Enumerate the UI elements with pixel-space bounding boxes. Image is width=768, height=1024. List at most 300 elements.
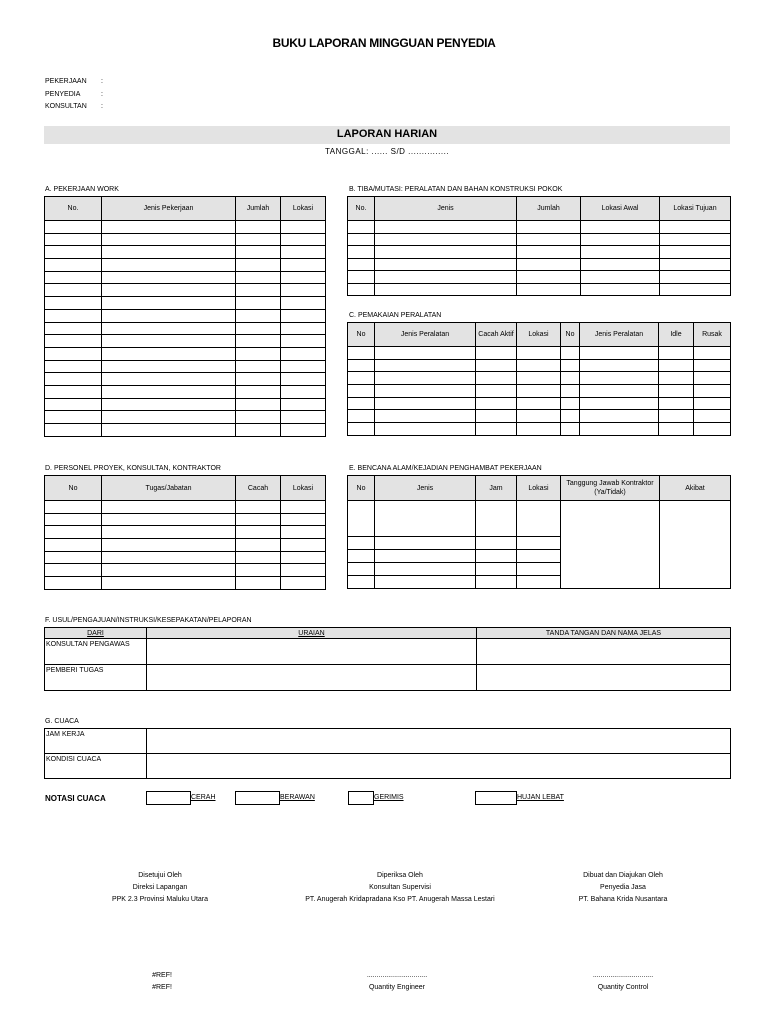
- row-label: KONDISI CUACA: [45, 754, 147, 779]
- field-penyedia-sep: :: [101, 91, 103, 98]
- table-cell[interactable]: [45, 526, 102, 539]
- col-header: Jam: [476, 476, 517, 501]
- table-cell[interactable]: [102, 564, 236, 577]
- table-cell[interactable]: [236, 271, 281, 284]
- table-cell[interactable]: [45, 347, 102, 360]
- section-c-title: C. PEMAKAIAN PERALATAN: [349, 312, 442, 319]
- notasi-cerah: CERAH: [191, 794, 216, 801]
- table-row: [45, 373, 326, 386]
- signature-2-footer: [337, 970, 457, 994]
- table-cell[interactable]: [517, 233, 581, 246]
- field-pekerjaan-label: PEKERJAAN: [45, 78, 87, 85]
- col-header: No.: [45, 197, 102, 221]
- table-cell[interactable]: [236, 398, 281, 411]
- table-cell[interactable]: [348, 359, 375, 372]
- table-cell[interactable]: [580, 359, 659, 372]
- table-cell[interactable]: [102, 233, 236, 246]
- signature-2-line3: PT. Anugerah Kridapradana Kso PT. Anugerah Massa Lestari: [305, 896, 495, 903]
- input-cell[interactable]: [147, 639, 477, 665]
- table-cell[interactable]: [581, 246, 660, 259]
- table-cell[interactable]: [375, 385, 476, 398]
- table-cell[interactable]: [660, 271, 731, 284]
- col-header: Lokasi: [517, 323, 561, 347]
- table-row: [348, 283, 731, 296]
- table-cell[interactable]: [45, 221, 102, 234]
- table-c-body: [348, 347, 731, 436]
- signature-block-2: [250, 870, 550, 906]
- row-label: JAM KERJA: [45, 729, 147, 754]
- table-cell[interactable]: [102, 322, 236, 335]
- table-cell[interactable]: [236, 309, 281, 322]
- field-konsultan-label: KONSULTAN: [45, 103, 87, 110]
- table-g: [44, 728, 731, 779]
- input-cell[interactable]: [477, 665, 731, 691]
- table-cell[interactable]: [375, 347, 476, 360]
- table-cell[interactable]: [45, 297, 102, 310]
- col-header: Tanggung Jawab Kontraktor (Ya/Tidak): [561, 476, 660, 501]
- field-pekerjaan-sep: :: [101, 78, 103, 85]
- table-cell[interactable]: [281, 373, 326, 386]
- table-cell[interactable]: [561, 359, 580, 372]
- col-header: Rusak: [694, 323, 731, 347]
- table-cell[interactable]: [694, 410, 731, 423]
- table-cell[interactable]: [476, 347, 517, 360]
- table-cell[interactable]: [694, 423, 731, 436]
- col-header: Jenis: [375, 476, 476, 501]
- table-row: [45, 577, 326, 590]
- table-row: [45, 284, 326, 297]
- table-row: [348, 397, 731, 410]
- notasi-box-gerimis[interactable]: [348, 791, 374, 805]
- table-cell[interactable]: [517, 283, 581, 296]
- table-cell[interactable]: [561, 423, 580, 436]
- col-header: No.: [348, 197, 375, 221]
- notasi-box-cerah[interactable]: [146, 791, 191, 805]
- col-header: Jenis Pekerjaan: [102, 197, 236, 221]
- table-cell[interactable]: [102, 221, 236, 234]
- table-cell[interactable]: [102, 398, 236, 411]
- table-cell[interactable]: [281, 360, 326, 373]
- table-cell[interactable]: [659, 372, 694, 385]
- table-cell[interactable]: [580, 397, 659, 410]
- row-label: KONSULTAN PENGAWAS: [45, 639, 147, 665]
- table-cell[interactable]: [348, 385, 375, 398]
- table-cell[interactable]: [236, 233, 281, 246]
- table-cell[interactable]: [659, 385, 694, 398]
- table-row: [45, 513, 326, 526]
- table-cell[interactable]: [45, 501, 102, 514]
- table-cell[interactable]: [517, 397, 561, 410]
- table-cell[interactable]: [281, 309, 326, 322]
- table-row: [348, 221, 731, 234]
- table-cell[interactable]: [580, 423, 659, 436]
- table-cell[interactable]: [45, 309, 102, 322]
- table-cell[interactable]: [102, 373, 236, 386]
- report-title: LAPORAN HARIAN: [336, 128, 438, 140]
- table-cell[interactable]: [375, 397, 476, 410]
- table-cell[interactable]: [236, 385, 281, 398]
- table-row: [45, 424, 326, 437]
- table-cell[interactable]: [581, 271, 660, 284]
- signature-2-line1: Diperiksa Oleh: [377, 872, 423, 879]
- signature-3-line1: Dibuat dan Diajukan Oleh: [583, 872, 663, 879]
- table-cell[interactable]: [45, 424, 102, 437]
- table-b-body: [348, 221, 731, 296]
- notasi-gerimis: GERIMIS: [374, 794, 404, 801]
- table-row: [45, 360, 326, 373]
- table-cell[interactable]: [45, 284, 102, 297]
- table-cell[interactable]: [236, 411, 281, 424]
- notasi-hujan-lebat: HUJAN LEBAT: [517, 794, 564, 801]
- table-cell[interactable]: [45, 373, 102, 386]
- table-cell[interactable]: [660, 221, 731, 234]
- table-cell[interactable]: [45, 577, 102, 590]
- col-header: Lokasi Tujuan: [660, 197, 731, 221]
- table-row: [45, 551, 326, 564]
- notasi-box-berawan[interactable]: [235, 791, 280, 805]
- table-row: [45, 322, 326, 335]
- table-cell[interactable]: [102, 526, 236, 539]
- table-cell[interactable]: [45, 271, 102, 284]
- table-cell[interactable]: [236, 424, 281, 437]
- table-cell[interactable]: [659, 347, 694, 360]
- table-cell[interactable]: [581, 258, 660, 271]
- section-f-title: F. USUL/PENGAJUAN/INSTRUKSI/KESEPAKATAN/PELAPORAN: [45, 617, 252, 624]
- table-cell[interactable]: [348, 347, 375, 360]
- input-cell[interactable]: [147, 665, 477, 691]
- table-cell[interactable]: [580, 372, 659, 385]
- table-cell[interactable]: [660, 283, 731, 296]
- table-cell[interactable]: [281, 284, 326, 297]
- signature-2-name: ...............................: [366, 972, 428, 979]
- table-cell[interactable]: [281, 271, 326, 284]
- table-f: [44, 627, 731, 691]
- col-header-uraian: URAIAN: [147, 628, 477, 639]
- table-row: [45, 246, 326, 259]
- input-cell[interactable]: [147, 754, 731, 779]
- table-cell[interactable]: [236, 577, 281, 590]
- table-cell[interactable]: [561, 385, 580, 398]
- table-cell[interactable]: [45, 513, 102, 526]
- table-cell[interactable]: [102, 424, 236, 437]
- input-cell[interactable]: [477, 639, 731, 665]
- col-header-tanda-tangan: TANDA TANGAN DAN NAMA JELAS: [477, 628, 731, 639]
- table-cell[interactable]: [236, 297, 281, 310]
- table-cell[interactable]: [660, 258, 731, 271]
- col-header: No: [348, 476, 375, 501]
- table-row: [45, 398, 326, 411]
- table-cell[interactable]: [694, 372, 731, 385]
- signature-block-3: [523, 870, 723, 906]
- table-cell[interactable]: [45, 360, 102, 373]
- table-row: [45, 309, 326, 322]
- table-cell[interactable]: [281, 526, 326, 539]
- table-cell[interactable]: [517, 359, 561, 372]
- table-cell[interactable]: [45, 335, 102, 348]
- table-cell[interactable]: [102, 501, 236, 514]
- field-konsultan-sep: :: [101, 103, 103, 110]
- table-cell[interactable]: [375, 372, 476, 385]
- table-cell[interactable]: [659, 410, 694, 423]
- table-cell[interactable]: [581, 221, 660, 234]
- table-cell[interactable]: [281, 551, 326, 564]
- table-cell[interactable]: [102, 539, 236, 552]
- table-cell[interactable]: [236, 284, 281, 297]
- table-cell[interactable]: [45, 259, 102, 272]
- table-row: [348, 385, 731, 398]
- table-cell[interactable]: [348, 233, 375, 246]
- col-header: No: [561, 323, 580, 347]
- table-cell[interactable]: [375, 410, 476, 423]
- table-cell[interactable]: [236, 259, 281, 272]
- section-b-title: B. TIBA/MUTASI: PERALATAN DAN BAHAN KONSTRUKSI POKOK: [349, 186, 563, 193]
- section-a-title: A. PEKERJAAN WORK: [45, 186, 119, 193]
- table-cell[interactable]: [102, 551, 236, 564]
- table-cell[interactable]: [102, 360, 236, 373]
- table-cell[interactable]: [580, 385, 659, 398]
- table-cell[interactable]: [281, 259, 326, 272]
- table-cell[interactable]: [476, 372, 517, 385]
- table-b: [347, 196, 731, 296]
- table-cell[interactable]: [348, 423, 375, 436]
- table-cell[interactable]: [476, 359, 517, 372]
- table-row: [45, 221, 326, 234]
- table-cell[interactable]: [102, 246, 236, 259]
- table-cell[interactable]: [102, 297, 236, 310]
- signature-1-role: #REF!: [152, 984, 172, 991]
- signature-3-footer: [563, 970, 683, 994]
- table-cell[interactable]: [102, 347, 236, 360]
- table-cell[interactable]: [517, 221, 581, 234]
- table-row: [45, 335, 326, 348]
- table-row: [348, 271, 731, 284]
- table-cell[interactable]: [281, 322, 326, 335]
- table-row: [348, 423, 731, 436]
- table-cell[interactable]: [517, 372, 561, 385]
- report-date-line: TANGGAL: ...... S/D ...............: [324, 147, 450, 156]
- table-row: [348, 246, 731, 259]
- input-cell[interactable]: [147, 729, 731, 754]
- table-cell[interactable]: [281, 385, 326, 398]
- col-header: Tugas/Jabatan: [102, 476, 236, 501]
- col-header: Cacah: [236, 476, 281, 501]
- table-cell[interactable]: [348, 221, 375, 234]
- table-cell[interactable]: [102, 513, 236, 526]
- table-cell[interactable]: [348, 410, 375, 423]
- col-header: Jenis: [375, 197, 517, 221]
- table-cell[interactable]: [281, 564, 326, 577]
- table-cell[interactable]: [45, 398, 102, 411]
- table-cell[interactable]: [375, 423, 476, 436]
- table-cell[interactable]: [660, 246, 731, 259]
- table-cell[interactable]: [581, 233, 660, 246]
- table-cell[interactable]: [236, 322, 281, 335]
- section-e-title: E. BENCANA ALAM/KEJADIAN PENGHAMBAT PEKERJAAN: [349, 465, 542, 472]
- table-cell[interactable]: [102, 385, 236, 398]
- table-cell[interactable]: [45, 233, 102, 246]
- table-row: [348, 258, 731, 271]
- table-cell[interactable]: [561, 372, 580, 385]
- notasi-berawan: BERAWAN: [280, 794, 315, 801]
- document-title: BUKU LAPORAN MINGGUAN PENYEDIA: [272, 36, 496, 50]
- table-cell[interactable]: [517, 347, 561, 360]
- col-header: Lokasi Awal: [581, 197, 660, 221]
- table-cell[interactable]: [102, 259, 236, 272]
- table-row: [348, 372, 731, 385]
- table-cell[interactable]: [102, 271, 236, 284]
- signature-1-line2: Direksi Lapangan: [132, 884, 188, 891]
- table-cell[interactable]: [348, 283, 375, 296]
- table-cell[interactable]: [236, 526, 281, 539]
- table-cell[interactable]: [375, 359, 476, 372]
- table-cell[interactable]: [561, 397, 580, 410]
- table-cell[interactable]: [102, 309, 236, 322]
- table-cell[interactable]: [517, 246, 581, 259]
- table-cell[interactable]: [281, 513, 326, 526]
- table-cell[interactable]: [281, 398, 326, 411]
- table-cell[interactable]: [236, 551, 281, 564]
- table-cell[interactable]: [236, 373, 281, 386]
- table-cell[interactable]: [281, 539, 326, 552]
- table-cell[interactable]: [375, 233, 517, 246]
- table-row: [348, 359, 731, 372]
- col-header: Lokasi: [517, 476, 561, 501]
- table-cell[interactable]: [561, 410, 580, 423]
- table-cell[interactable]: [375, 258, 517, 271]
- signature-3-name: ...............................: [592, 972, 654, 979]
- table-cell[interactable]: [517, 385, 561, 398]
- table-cell[interactable]: [281, 501, 326, 514]
- table-row: [45, 233, 326, 246]
- table-cell[interactable]: [476, 397, 517, 410]
- table-row: [45, 259, 326, 272]
- table-cell[interactable]: [517, 258, 581, 271]
- table-row: [45, 501, 326, 514]
- table-row: [45, 411, 326, 424]
- table-a-body: [45, 221, 326, 437]
- notasi-box-hujan-lebat[interactable]: [475, 791, 517, 805]
- signature-1-line3: PPK 2.3 Provinsi Maluku Utara: [111, 896, 209, 903]
- table-cell[interactable]: [45, 246, 102, 259]
- table-c: [347, 322, 731, 436]
- table-cell[interactable]: [281, 411, 326, 424]
- col-header-dari: DARI: [45, 628, 147, 639]
- table-cell[interactable]: [102, 577, 236, 590]
- table-row: [45, 297, 326, 310]
- table-cell[interactable]: [236, 513, 281, 526]
- table-cell[interactable]: [375, 271, 517, 284]
- table-cell[interactable]: [45, 322, 102, 335]
- table-cell[interactable]: [281, 233, 326, 246]
- table-cell[interactable]: [375, 283, 517, 296]
- table-cell[interactable]: [281, 424, 326, 437]
- table-cell[interactable]: [348, 258, 375, 271]
- table-cell[interactable]: [659, 397, 694, 410]
- table-cell[interactable]: [580, 410, 659, 423]
- table-cell[interactable]: [581, 283, 660, 296]
- col-header: No: [348, 323, 375, 347]
- table-cell[interactable]: [561, 347, 580, 360]
- table-cell[interactable]: [694, 397, 731, 410]
- notasi-cuaca-label: NOTASI CUACA: [45, 794, 106, 803]
- table-cell[interactable]: [45, 551, 102, 564]
- signature-block-1: [60, 870, 260, 906]
- table-cell[interactable]: [236, 335, 281, 348]
- col-header: Akibat: [660, 476, 731, 501]
- table-cell[interactable]: [45, 385, 102, 398]
- col-header: Cacah Aktif: [476, 323, 517, 347]
- table-d-body: [45, 501, 326, 590]
- table-cell[interactable]: [236, 246, 281, 259]
- table-cell[interactable]: [236, 360, 281, 373]
- table-cell[interactable]: [476, 410, 517, 423]
- table-cell[interactable]: [375, 246, 517, 259]
- table-cell[interactable]: [659, 359, 694, 372]
- table-cell[interactable]: [236, 539, 281, 552]
- signature-2-role: Quantity Engineer: [368, 984, 426, 991]
- table-cell[interactable]: [660, 233, 731, 246]
- table-row: [45, 385, 326, 398]
- table-cell[interactable]: [694, 347, 731, 360]
- table-cell[interactable]: [476, 385, 517, 398]
- table-cell[interactable]: [694, 359, 731, 372]
- table-cell[interactable]: [281, 347, 326, 360]
- table-cell[interactable]: [348, 246, 375, 259]
- col-header: Jumlah: [236, 197, 281, 221]
- table-cell[interactable]: [45, 539, 102, 552]
- table-row: [45, 564, 326, 577]
- table-cell[interactable]: [517, 410, 561, 423]
- table-row: [348, 347, 731, 360]
- table-cell[interactable]: [236, 564, 281, 577]
- table-cell[interactable]: [236, 221, 281, 234]
- table-cell[interactable]: [236, 347, 281, 360]
- table-cell[interactable]: [281, 297, 326, 310]
- table-d: [44, 475, 326, 590]
- table-cell[interactable]: [102, 284, 236, 297]
- table-cell[interactable]: [517, 271, 581, 284]
- section-g-title: G. CUACA: [45, 718, 79, 725]
- table-cell[interactable]: [348, 271, 375, 284]
- table-cell[interactable]: [102, 335, 236, 348]
- table-cell[interactable]: [281, 246, 326, 259]
- table-cell[interactable]: [281, 335, 326, 348]
- table-row: [45, 271, 326, 284]
- signature-1-footer: [112, 970, 212, 994]
- table-cell[interactable]: [348, 372, 375, 385]
- table-cell[interactable]: [694, 385, 731, 398]
- col-header: Jumlah: [517, 197, 581, 221]
- row-label: PEMBERI TUGAS: [45, 665, 147, 691]
- table-row: [45, 526, 326, 539]
- table-cell[interactable]: [476, 423, 517, 436]
- table-e: [347, 475, 731, 589]
- table-cell[interactable]: [517, 423, 561, 436]
- table-cell[interactable]: [45, 564, 102, 577]
- table-cell[interactable]: [102, 411, 236, 424]
- table-cell[interactable]: [45, 411, 102, 424]
- table-cell[interactable]: [281, 577, 326, 590]
- table-cell[interactable]: [659, 423, 694, 436]
- table-cell[interactable]: [375, 221, 517, 234]
- table-cell[interactable]: [236, 501, 281, 514]
- table-cell[interactable]: [348, 397, 375, 410]
- table-cell[interactable]: [281, 221, 326, 234]
- signature-3-role: Quantity Control: [597, 984, 649, 991]
- col-header: Jenis Peralatan: [580, 323, 659, 347]
- section-d-title: D. PERSONEL PROYEK, KONSULTAN, KONTRAKTOR: [45, 465, 221, 472]
- table-cell[interactable]: [580, 347, 659, 360]
